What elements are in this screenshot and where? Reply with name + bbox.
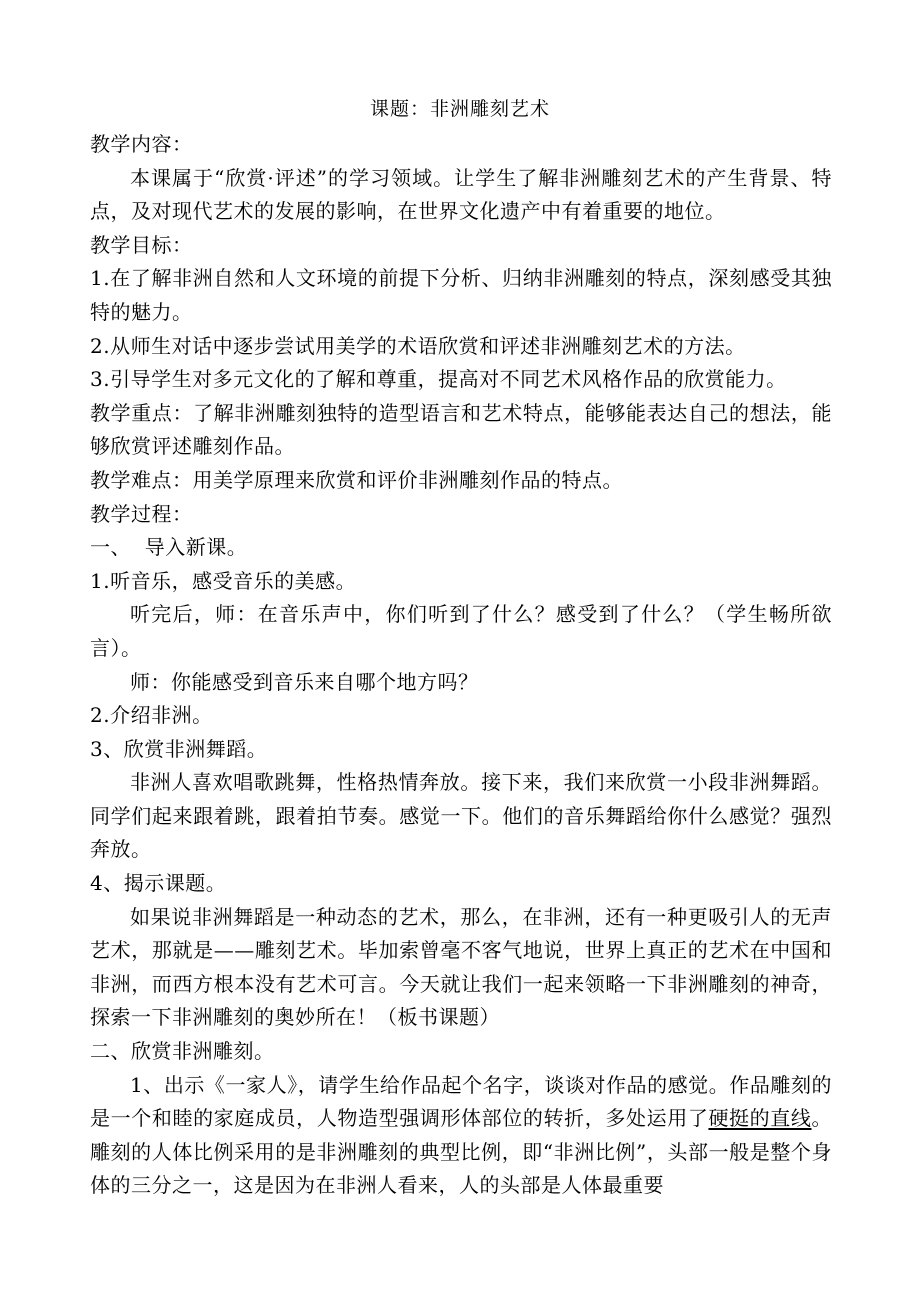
difficulty: 教学难点：用美学原理来欣赏和评价非洲雕刻作品的特点。 bbox=[90, 467, 623, 492]
paragraph-step-3: 非洲人喜欢唱歌跳舞，性格热情奔放。接下来，我们来欣赏一小段非洲舞蹈。同学们起来跟着跳，跟着拍节奏。感觉一下。他们的音乐舞蹈给你什么感觉？强烈奔放。 bbox=[90, 770, 832, 862]
part-heading-2: 二、欣赏非洲雕刻。 bbox=[90, 1039, 275, 1064]
goal-item-3: 3.引导学生对多元文化的了解和尊重，提高对不同艺术风格作品的欣赏能力。 bbox=[90, 367, 787, 392]
step-heading-2: 2.介绍非洲。 bbox=[90, 703, 213, 728]
goal-item-1: 1.在了解非洲自然和人文环境的前提下分析、归纳非洲雕刻的特点，深刻感受其独特的魅力。 bbox=[90, 266, 832, 324]
key-point: 教学重点：了解非洲雕刻独特的造型语言和艺术特点，能够能表达自己的想法，能够欣赏评述雕刻作品。 bbox=[90, 400, 832, 459]
step-heading-4: 4、揭示课题。 bbox=[90, 871, 227, 896]
page-title: 课题：非洲雕刻艺术 bbox=[369, 98, 550, 120]
section-heading-content: 教学内容： bbox=[90, 132, 193, 156]
underlined-phrase: 硬挺的直线 bbox=[708, 1106, 812, 1131]
paragraph-part-2-text-b: 。雕刻的人体比例采用的是非洲雕刻的典型比例，即“非洲比例”，头部一般是整个身体的三分之一，这是因为在非洲人看来，人的头部是人体最重要 bbox=[90, 1106, 833, 1198]
paragraph-part-2-text-a: 1、出示《一家人》，请学生给作品起个名字，谈谈对作品的感觉。作品雕刻的是一个和睦的家庭成员，人物造型强调形体部位的转折，多处运用了 bbox=[90, 1072, 832, 1131]
part-heading-1: 一、 导入新课。 bbox=[90, 535, 248, 560]
document-body bbox=[90, 128, 832, 1203]
paragraph-step-1a: 听完后，师：在音乐声中，你们听到了什么？感受到了什么？（学生畅所欲言）。 bbox=[90, 602, 832, 660]
goal-item-2: 2.从师生对话中逐步尝试用美学的术语欣赏和评述非洲雕刻艺术的方法。 bbox=[90, 333, 746, 358]
paragraph-content: 本课属于“欣赏·评述”的学习领域。让学生了解非洲雕刻艺术的产生背景、特点，及对现代艺术的发展的影响，在世界文化遗产中有着重要的地位。 bbox=[90, 165, 832, 224]
paragraph-step-1b: 师：你能感受到音乐来自哪个地方吗？ bbox=[130, 669, 479, 694]
paragraph-step-4: 如果说非洲舞蹈是一种动态的艺术，那么，在非洲，还有一种更吸引人的无声艺术，那就是——雕刻艺术。毕加索曾毫不客气地说，世界上真正的艺术在中国和非洲，而西方根本没有艺术可言。今天就让我们一起来领略一下非洲雕刻的神奇，探索一下非洲雕刻的奥妙所在！（板书课题） bbox=[90, 904, 832, 1030]
paragraph-part-2 bbox=[90, 1069, 832, 1203]
section-heading-goals: 教学目标： bbox=[90, 232, 193, 257]
step-heading-1: 1.听音乐，感受音乐的美感。 bbox=[90, 568, 357, 593]
step-heading-3: 3、欣赏非洲舞蹈。 bbox=[90, 736, 268, 761]
section-heading-process: 教学过程： bbox=[90, 501, 193, 526]
